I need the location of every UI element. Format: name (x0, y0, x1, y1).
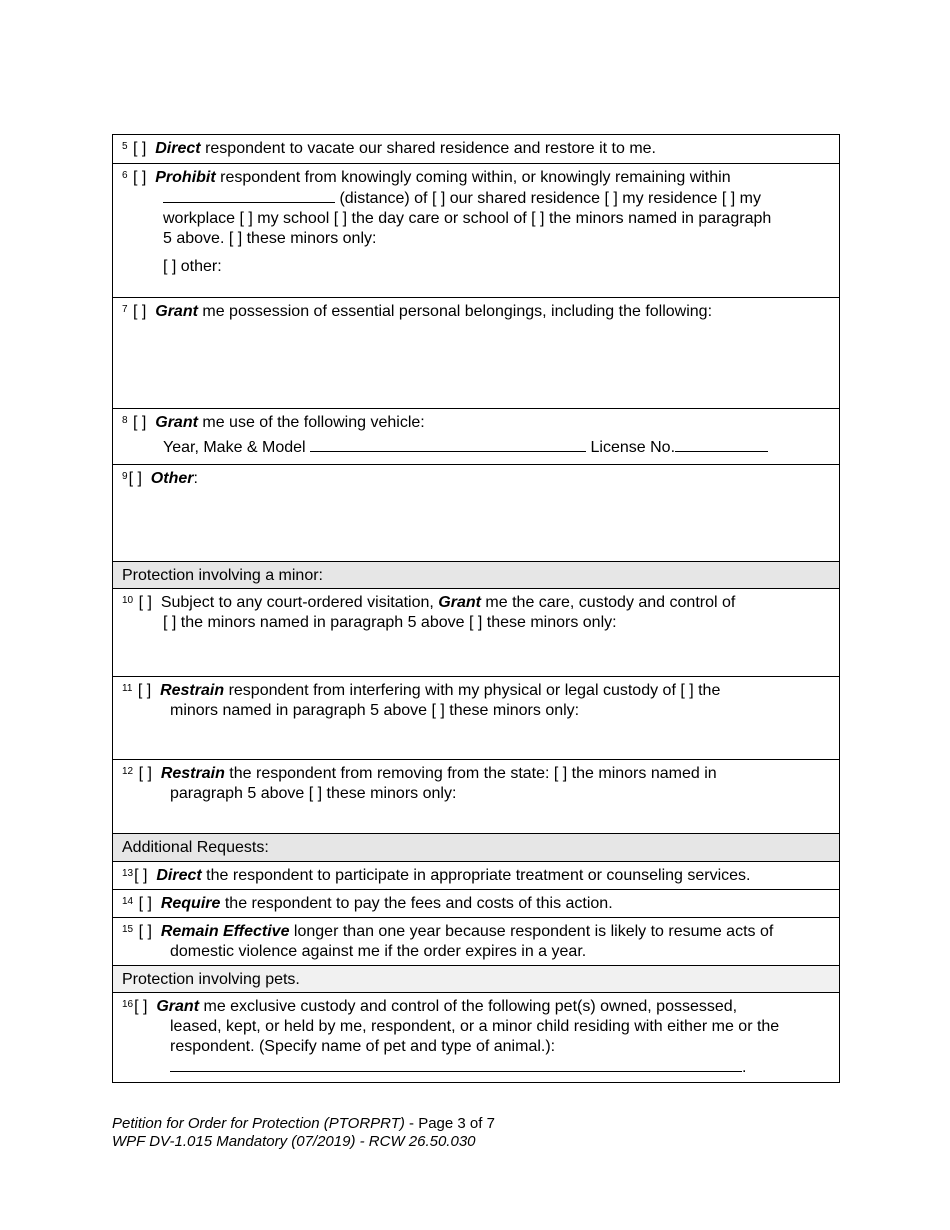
form-id: WPF DV-1.015 Mandatory (07/2019) - RCW 26.50.030 (112, 1133, 476, 1150)
item-text: me possession of essential personal belongings, including the following: (202, 303, 713, 320)
item-text: me exclusive custody and control of the following pet(s) owned, possessed, (203, 998, 738, 1015)
item-13 (113, 861, 839, 889)
item-text: me the care, custody and control of (485, 594, 736, 611)
item-number: 15 (122, 924, 134, 935)
checkbox[interactable]: [ ] (138, 895, 152, 912)
item-text-pre: Subject to any court-ordered visitation, (160, 594, 434, 611)
checkbox[interactable]: [ ] (138, 923, 152, 940)
item-text-line3: workplace [ ] my school [ ] the day care or school of [ ] the minors named in paragraph (163, 210, 772, 227)
keyword: Grant (156, 998, 200, 1015)
form-title: Petition for Order for Protection (PTORPRT) (112, 1115, 405, 1132)
item-text-line2: minors named in paragraph 5 above [ ] these minors only: (170, 702, 580, 719)
distance-blank[interactable] (163, 188, 335, 203)
keyword: Remain Effective (160, 923, 290, 940)
item-number: 11 (122, 683, 133, 694)
pets-section-header: Protection involving pets. (113, 965, 839, 992)
checkbox[interactable]: [ ] (137, 682, 152, 699)
keyword: Grant (155, 414, 198, 431)
item-number: 16 (122, 999, 134, 1010)
item-text-line2: leased, kept, or held by me, respondent, or a minor child residing with either me or the (170, 1018, 780, 1035)
item-text: longer than one year because respondent is likely to resume acts of (293, 923, 774, 940)
item-text: the respondent from removing from the state: [ ] the minors named in (229, 765, 717, 782)
item-7 (113, 297, 839, 408)
keyword: Prohibit (155, 169, 216, 186)
item-8 (113, 408, 839, 464)
license-blank[interactable] (675, 437, 768, 452)
pet-description-blank[interactable] (170, 1057, 742, 1072)
keyword: Grant (438, 594, 481, 611)
item-number: 12 (122, 766, 134, 777)
other-option[interactable]: [ ] other: (163, 258, 222, 275)
item-12 (113, 759, 839, 833)
item-6 (113, 163, 839, 297)
item-number: 7 (122, 304, 128, 315)
item-text: the respondent to pay the fees and costs of this action. (224, 895, 613, 912)
vehicle-blank[interactable] (310, 437, 586, 452)
checkbox[interactable]: [ ] (128, 470, 142, 487)
keyword: Restrain (160, 765, 225, 782)
keyword: Direct (155, 140, 201, 157)
additional-section-header: Additional Requests: (113, 833, 839, 861)
license-label: License No. (590, 439, 676, 456)
item-16 (113, 992, 839, 1082)
page-number: - Page 3 of 7 (404, 1115, 495, 1132)
item-number: 14 (122, 896, 134, 907)
item-text-line3: respondent. (Specify name of pet and type of animal.): (170, 1038, 556, 1055)
item-text: respondent to vacate our shared residence and restore it to me. (205, 140, 656, 157)
page-footer (112, 1115, 495, 1151)
item-text-line4: 5 above. [ ] these minors only: (163, 230, 377, 247)
keyword: Grant (155, 303, 198, 320)
item-number: 10 (122, 595, 134, 606)
petition-form-table (112, 134, 840, 1083)
item-number: 9 (122, 471, 128, 482)
item-text: me use of the following vehicle: (202, 414, 425, 431)
item-number: 5 (122, 141, 128, 152)
item-text-line2: domestic violence against me if the order expires in a year. (170, 943, 587, 960)
checkbox[interactable]: [ ] (133, 169, 147, 186)
item-text: : (193, 470, 198, 487)
item-text-line2: paragraph 5 above [ ] these minors only: (170, 785, 457, 802)
item-15 (113, 917, 839, 965)
keyword: Other (150, 470, 194, 487)
item-10 (113, 588, 839, 676)
keyword: Direct (156, 867, 202, 884)
item-text: respondent from interfering with my physical or legal custody of [ ] the (228, 682, 721, 699)
item-9 (113, 464, 839, 561)
checkbox[interactable]: [ ] (138, 765, 152, 782)
item-text-line2: (distance) of [ ] our shared residence [ ] my residence [ ] my (339, 190, 761, 207)
item-text: the respondent to participate in appropriate treatment or counseling services. (206, 867, 751, 884)
item-number: 13 (122, 868, 134, 879)
vehicle-label: Year, Make & Model (163, 439, 306, 456)
item-text-end: . (742, 1059, 747, 1076)
checkbox[interactable]: [ ] (133, 303, 147, 320)
item-14 (113, 889, 839, 917)
item-11 (113, 676, 839, 759)
item-number: 6 (122, 170, 128, 181)
checkbox[interactable]: [ ] (134, 867, 148, 884)
checkbox[interactable]: [ ] (134, 998, 148, 1015)
item-number: 8 (122, 415, 128, 426)
item-5 (113, 135, 839, 163)
keyword: Require (160, 895, 221, 912)
item-text-line2: [ ] the minors named in paragraph 5 above [ ] these minors only: (163, 614, 617, 631)
checkbox[interactable]: [ ] (138, 594, 152, 611)
checkbox[interactable]: [ ] (133, 414, 147, 431)
keyword: Restrain (160, 682, 225, 699)
item-text: respondent from knowingly coming within, or knowingly remaining within (220, 169, 731, 186)
minor-section-header: Protection involving a minor: (113, 561, 839, 588)
checkbox[interactable]: [ ] (133, 140, 147, 157)
